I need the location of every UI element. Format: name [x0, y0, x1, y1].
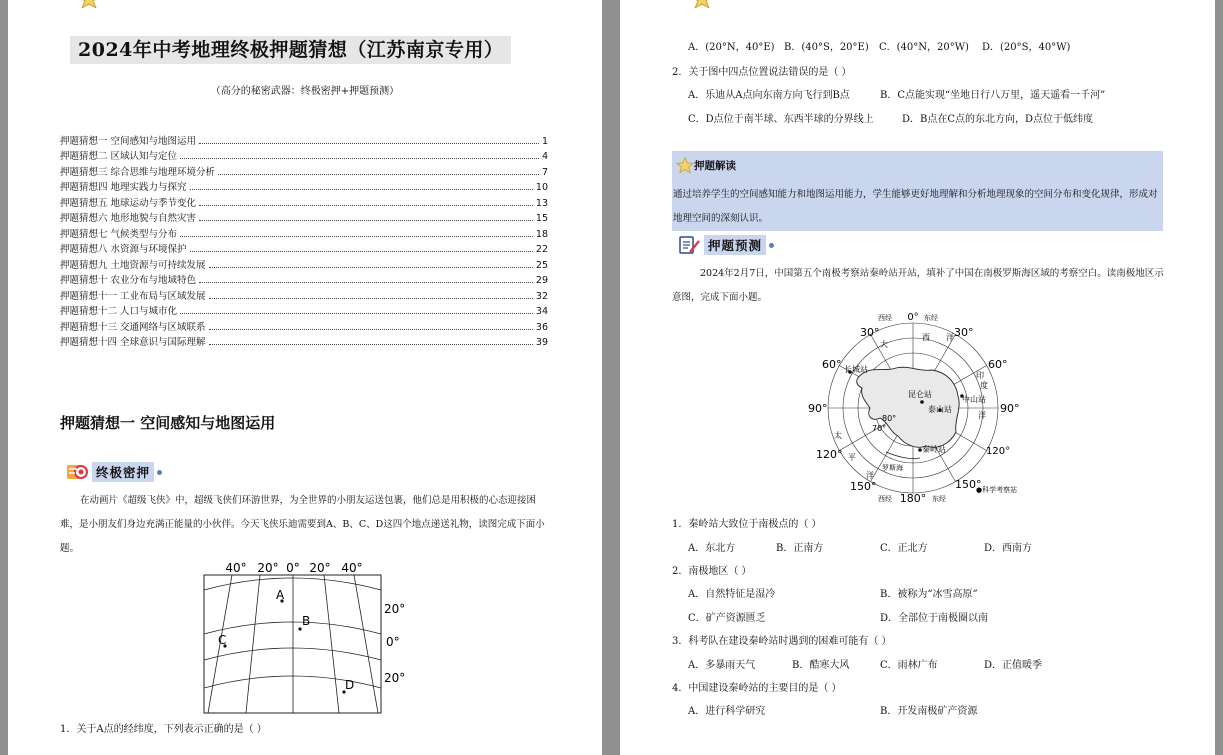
- option: D．正值暖季: [984, 660, 1043, 671]
- toc-label: [60, 334, 206, 348]
- table-of-contents: [60, 131, 548, 348]
- toc-number: 押题猜想八: [60, 244, 108, 255]
- toc-topic: 区域认知与定位: [110, 151, 178, 162]
- toc-row[interactable]: [60, 193, 548, 209]
- toc-page-number: 1: [541, 135, 548, 147]
- toc-number: 押题猜想五: [60, 197, 108, 209]
- option: B．(40°S，20°E): [784, 42, 869, 53]
- map-top-label: 40°: [225, 561, 247, 575]
- polar-label: 180°: [899, 492, 927, 505]
- toc-number: 押题猜想十二: [60, 306, 118, 317]
- question-6: 4．中国建设秦岭站的主要目的是（ ）: [672, 683, 842, 694]
- toc-page-number: 32: [535, 290, 548, 302]
- map-top-label: 20°: [309, 561, 331, 575]
- question-1: 1．关于A点的经纬度，下列表示正确的是（ ）: [60, 724, 267, 735]
- option: B．C点能实现“坐地日行八万里，遥天遥看一千河”: [880, 90, 1106, 101]
- analysis-box: [672, 151, 1163, 231]
- toc-leader: [209, 329, 533, 330]
- option: A．多暴雨天气: [688, 660, 756, 671]
- latlon-grid-map: [196, 558, 426, 716]
- map-right-label: 0°: [386, 635, 400, 649]
- option: A．(20°N，40°E): [688, 42, 775, 53]
- toc-page-number: 25: [535, 259, 548, 271]
- toc-row[interactable]: [60, 178, 548, 194]
- toc-number: 押题猜想十四: [60, 337, 118, 348]
- analysis-heading: [676, 156, 736, 174]
- question-6-options: [688, 702, 1168, 718]
- toc-label: [60, 179, 187, 193]
- badge-dot: [769, 243, 774, 248]
- toc-page-number: 22: [535, 244, 548, 255]
- toc-topic: 空间感知与地图运用: [110, 135, 197, 147]
- option: D．全部位于南极圈以南: [880, 613, 989, 624]
- document-title: 2024年中考地理终极押题猜想（江苏南京专用）: [70, 36, 511, 64]
- toc-label: [60, 257, 206, 271]
- toc-topic: 气候类型与分布: [110, 228, 178, 240]
- document-subtitle: （高分的秘密武器：终极密押+押题预测）: [210, 86, 400, 97]
- toc-label: [60, 226, 177, 240]
- question-3: 1．秦岭站大致位于南极点的（ ）: [672, 519, 822, 530]
- toc-topic: 农业分布与地域特色: [110, 275, 197, 286]
- polar-label: 150°: [850, 480, 877, 493]
- toc-leader: [199, 220, 533, 221]
- option: C．矿产资源匮乏: [688, 613, 766, 624]
- toc-page-number: 29: [535, 275, 548, 286]
- option: A．东北方: [688, 543, 736, 554]
- toc-number: 押题猜想三: [60, 166, 108, 178]
- polar-label: 东经: [924, 314, 938, 322]
- option: B．正南方: [776, 543, 824, 554]
- map-top-label: 20°: [257, 561, 279, 575]
- target-icon: [66, 462, 88, 482]
- question-3-options: [688, 539, 1168, 555]
- ocean-label: 平: [848, 453, 856, 462]
- ocean-label: 西: [922, 333, 930, 342]
- ocean-label: 大: [880, 340, 888, 349]
- map-right-label: 20°: [384, 671, 406, 685]
- analysis-text: 通过培养学生的空间感知能力和地图运用能力，学生能够更好地理解和分析地理现象的空间分布和变化规律，形成对地理空间的深刻认识。: [673, 189, 1158, 224]
- question-4-options-row1: [688, 585, 1168, 601]
- toc-leader: [180, 158, 539, 159]
- star-icon: [691, 0, 713, 8]
- toc-leader: [190, 251, 533, 252]
- badge-final-secret: [66, 462, 162, 482]
- option: A．乐迪从A点向东南方向飞行到B点: [688, 90, 850, 101]
- toc-leader: [218, 174, 539, 175]
- toc-topic: 全球意识与国际理解: [120, 337, 206, 348]
- toc-label: [60, 164, 215, 178]
- option: D．(20°S，40°W): [982, 42, 1071, 53]
- polar-label: 70°: [872, 424, 887, 433]
- toc-row[interactable]: [60, 317, 548, 333]
- badge-label: 押题预测: [704, 235, 766, 255]
- polar-label: 120°: [816, 448, 843, 461]
- map-point-c: C: [218, 633, 227, 647]
- toc-topic: 地球运动与季节变化: [110, 197, 197, 209]
- toc-leader: [180, 236, 533, 237]
- page-right: [620, 0, 1215, 755]
- toc-row[interactable]: [60, 147, 548, 163]
- toc-number: 押题猜想六: [60, 213, 108, 224]
- question-5-options: [688, 656, 1168, 672]
- option: B．开发南极矿产资源: [880, 706, 978, 717]
- antarctica-polar-map: [800, 310, 1032, 508]
- toc-number: 押题猜想十: [60, 275, 108, 286]
- polar-label: 30°: [954, 326, 974, 339]
- option: C．(40°N，20°W): [879, 42, 969, 53]
- toc-page-number: 4: [541, 151, 548, 162]
- option: C．正北方: [880, 543, 928, 554]
- question-5: 3．科考队在建设秦岭站时遇到的困难可能有（ ）: [672, 636, 892, 647]
- station-label: 长城站: [844, 365, 868, 374]
- page-left: [8, 0, 602, 755]
- toc-topic: 综合思维与地理环境分析: [110, 166, 216, 178]
- toc-row[interactable]: [60, 286, 548, 302]
- toc-label: [60, 210, 196, 224]
- toc-page-number: 36: [535, 321, 548, 333]
- map-top-label: 40°: [341, 561, 363, 575]
- polar-label: 60°: [822, 358, 842, 371]
- toc-topic: 地理实践力与探究: [110, 182, 187, 193]
- option: B．被称为“冰雪高原”: [880, 589, 978, 600]
- toc-row[interactable]: [60, 240, 548, 256]
- star-icon: [78, 0, 100, 8]
- toc-label: [60, 319, 206, 333]
- toc-leader: [209, 344, 533, 345]
- toc-page-number: 34: [535, 306, 548, 317]
- question-1-options: [688, 38, 1168, 54]
- polar-label: 0°: [907, 312, 919, 323]
- toc-row[interactable]: [60, 271, 548, 287]
- polar-label: 90°: [808, 402, 828, 415]
- map-point-b: B: [302, 614, 311, 628]
- toc-row[interactable]: [60, 209, 548, 225]
- toc-label: [60, 303, 177, 317]
- toc-page-number: 13: [535, 197, 548, 209]
- polar-label: 150°: [955, 478, 982, 491]
- toc-leader: [180, 313, 533, 314]
- toc-topic: 土地资源与可持续发展: [110, 259, 206, 271]
- polar-label: 120°: [986, 446, 1011, 457]
- toc-page-number: 15: [535, 213, 548, 224]
- toc-label: [60, 288, 206, 302]
- polar-label: 90°: [1000, 402, 1020, 415]
- polar-label: 80°: [882, 414, 897, 423]
- ocean-label: 度: [980, 381, 988, 390]
- option: A．进行科学研究: [688, 706, 766, 717]
- toc-topic: 工业布局与区域发展: [120, 290, 206, 302]
- toc-label: [60, 241, 187, 255]
- toc-leader: [199, 205, 533, 206]
- toc-leader: [190, 189, 533, 190]
- map-point-a: A: [276, 588, 285, 602]
- option: D．B点在C点的东北方向，D点位于低纬度: [902, 114, 1094, 125]
- question-4-options-row2: [688, 609, 1168, 625]
- toc-topic: 交通网络与区域联系: [120, 321, 206, 333]
- question-2: 2．关于图中四点位置说法错误的是（ ）: [672, 67, 852, 78]
- toc-topic: 水资源与环境保护: [110, 244, 187, 255]
- toc-number: 押题猜想九: [60, 259, 108, 271]
- sea-label: 罗斯海: [882, 464, 903, 472]
- station-label: 秦岭站: [922, 445, 946, 454]
- toc-label: [60, 195, 196, 209]
- polar-label: 30°: [860, 326, 880, 339]
- map-right-label: 20°: [384, 602, 406, 616]
- badge-prediction: [678, 235, 774, 255]
- option: B．酷寒大风: [792, 660, 850, 671]
- section-heading: 押题猜想一 空间感知与地图运用: [60, 414, 276, 432]
- option: A．自然特征是湿冷: [688, 589, 776, 600]
- option: C．雨林广布: [880, 660, 938, 671]
- badge-label: 终极密押: [92, 462, 154, 482]
- toc-page-number: 10: [535, 182, 548, 193]
- polar-label: 60°: [988, 358, 1008, 371]
- clipboard-pen-icon: [678, 235, 700, 255]
- toc-topic: 地形地貌与自然灾害: [110, 213, 197, 224]
- map-top-label: 0°: [286, 561, 300, 575]
- toc-label: [60, 133, 196, 147]
- intro-paragraph: 在动画片《超级飞侠》中，超级飞侠们环游世界，为全世界的小朋友运送包裹，他们总是用积极的心态迎接困难，是小朋友们身边充满正能量的小伙伴。今天飞侠乐迪需要到A、B、C、D这四个地点递送礼物，读图完成下面小题。: [60, 495, 545, 554]
- star-icon: [676, 156, 694, 174]
- badge-dot: [157, 470, 162, 475]
- toc-row[interactable]: [60, 302, 548, 318]
- toc-page-number: 18: [535, 228, 548, 240]
- option: C．D点位于南半球、东西半球的分界线上: [688, 114, 874, 125]
- polar-label: 西经: [878, 314, 892, 322]
- map-legend: ●科学考察站: [976, 486, 1018, 494]
- toc-label: [60, 272, 196, 286]
- question-2-options-row1: [688, 86, 1168, 102]
- question-4: 2．南极地区（ ）: [672, 566, 752, 577]
- option: D．西南方: [984, 543, 1033, 554]
- toc-row[interactable]: [60, 162, 548, 178]
- toc-number: 押题猜想七: [60, 228, 108, 240]
- toc-page-number: 39: [535, 337, 548, 348]
- toc-row[interactable]: [60, 224, 548, 240]
- polar-label: 西经: [878, 495, 892, 503]
- station-label: 昆仑站: [908, 390, 932, 399]
- toc-row[interactable]: [60, 131, 548, 147]
- intro-paragraph: 2024年2月7日，中国第五个南极考察站秦岭站开站，填补了中国在南极罗斯海区域的考察空白。读南极地区示意图，完成下面小题。: [672, 268, 1164, 303]
- toc-page-number: 7: [541, 166, 548, 178]
- toc-leader: [209, 298, 533, 299]
- map-point-d: D: [345, 678, 355, 692]
- question-2-options-row2: [688, 110, 1168, 126]
- toc-number: 押题猜想二: [60, 151, 108, 162]
- toc-row[interactable]: [60, 255, 548, 271]
- ocean-label: 洋: [866, 471, 874, 480]
- ocean-label: 印: [976, 371, 984, 380]
- station-label: 中山站: [962, 395, 986, 404]
- toc-number: 押题猜想一: [60, 135, 108, 147]
- ocean-label: 太: [834, 431, 842, 440]
- toc-leader: [209, 267, 533, 268]
- ocean-label: 洋: [946, 333, 954, 342]
- toc-leader: [199, 282, 533, 283]
- station-label: 泰山站: [928, 405, 952, 414]
- toc-leader: [199, 143, 539, 144]
- analysis-heading-label: 押题解读: [694, 159, 736, 172]
- ocean-label: 洋: [978, 411, 986, 420]
- polar-label: 东经: [932, 495, 946, 503]
- toc-label: [60, 148, 177, 162]
- toc-number: 押题猜想十三: [60, 321, 118, 333]
- toc-number: 押题猜想四: [60, 182, 108, 193]
- toc-number: 押题猜想十一: [60, 290, 118, 302]
- toc-topic: 人口与城市化: [120, 306, 178, 317]
- toc-row[interactable]: [60, 333, 548, 349]
